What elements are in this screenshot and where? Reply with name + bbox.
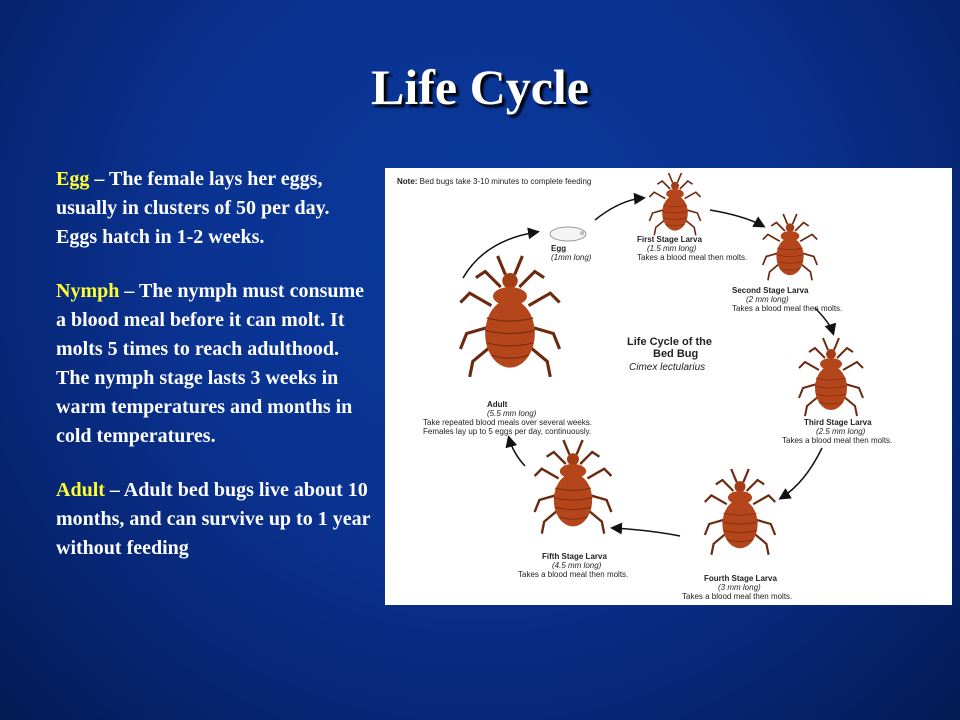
nymph-text: – The nymph must consume a blood meal before it can molt. It molts 5 times to reach adulthood. The nymph stage lasts 3 weeks in warm temperatures and months in cold temperatures. [56, 280, 365, 447]
arrow-adult-to-egg [463, 232, 537, 278]
arrow-third-to-fourth [781, 448, 822, 498]
diagram-subtitle: Cimex lectularius [629, 362, 706, 373]
first-stage-bug-icon [649, 173, 700, 235]
arrow-egg-to-first [595, 198, 643, 220]
second-stage-bug-icon [763, 214, 817, 280]
fifth-stage-label: Fifth Stage Larva (4.5 mm long) Takes a blood meal then molts. [518, 552, 629, 579]
first-stage-label: First Stage Larva (1.5 mm long) Takes a blood meal then molts. [637, 235, 748, 262]
adult-keyword: Adult [56, 479, 105, 501]
slide-title: Life Cycle [371, 59, 589, 115]
adult-bug-icon [460, 256, 559, 377]
egg-paragraph [56, 165, 371, 252]
fifth-stage-bug-icon [535, 440, 612, 534]
life-cycle-diagram [385, 168, 952, 605]
nymph-keyword: Nymph [56, 280, 120, 302]
arrow-fourth-to-fifth [613, 528, 680, 536]
adult-text: – Adult bed bugs live about 10 months, and can survive up to 1 year without feeding [56, 479, 371, 559]
second-stage-label: Second Stage Larva (2 mm long) Takes a blood meal then molts. [732, 286, 843, 313]
adult-paragraph [56, 476, 371, 563]
third-stage-label: Third Stage Larva (2.5 mm long) Takes a blood meal then molts. [782, 418, 893, 445]
life-cycle-graphic [385, 168, 952, 605]
nymph-paragraph [56, 277, 371, 451]
third-stage-bug-icon [799, 338, 863, 416]
feeding-note: Note: Bed bugs take 3-10 minutes to complete feeding [397, 177, 592, 186]
description-column [56, 165, 371, 588]
egg-keyword: Egg [56, 168, 90, 190]
diagram-title: Life Cycle of the Bed Bug [627, 336, 712, 360]
egg-illustration [550, 227, 586, 241]
egg-text: – The female lays her eggs, usually in clusters of 50 per day. Eggs hatch in 1-2 weeks. [56, 168, 330, 248]
egg-label: Egg (1mm long) [551, 244, 592, 262]
adult-label: Adult (5.5 mm long) Take repeated blood meals over several weeks. Females lay up to 5 eggs per day, continuously. [423, 400, 592, 436]
fourth-stage-bug-icon [705, 469, 775, 555]
arrow-fifth-to-adult [509, 438, 525, 466]
arrow-first-to-second [710, 210, 763, 226]
fourth-stage-label: Fourth Stage Larva (3 mm long) Takes a blood meal then molts. [682, 574, 793, 601]
